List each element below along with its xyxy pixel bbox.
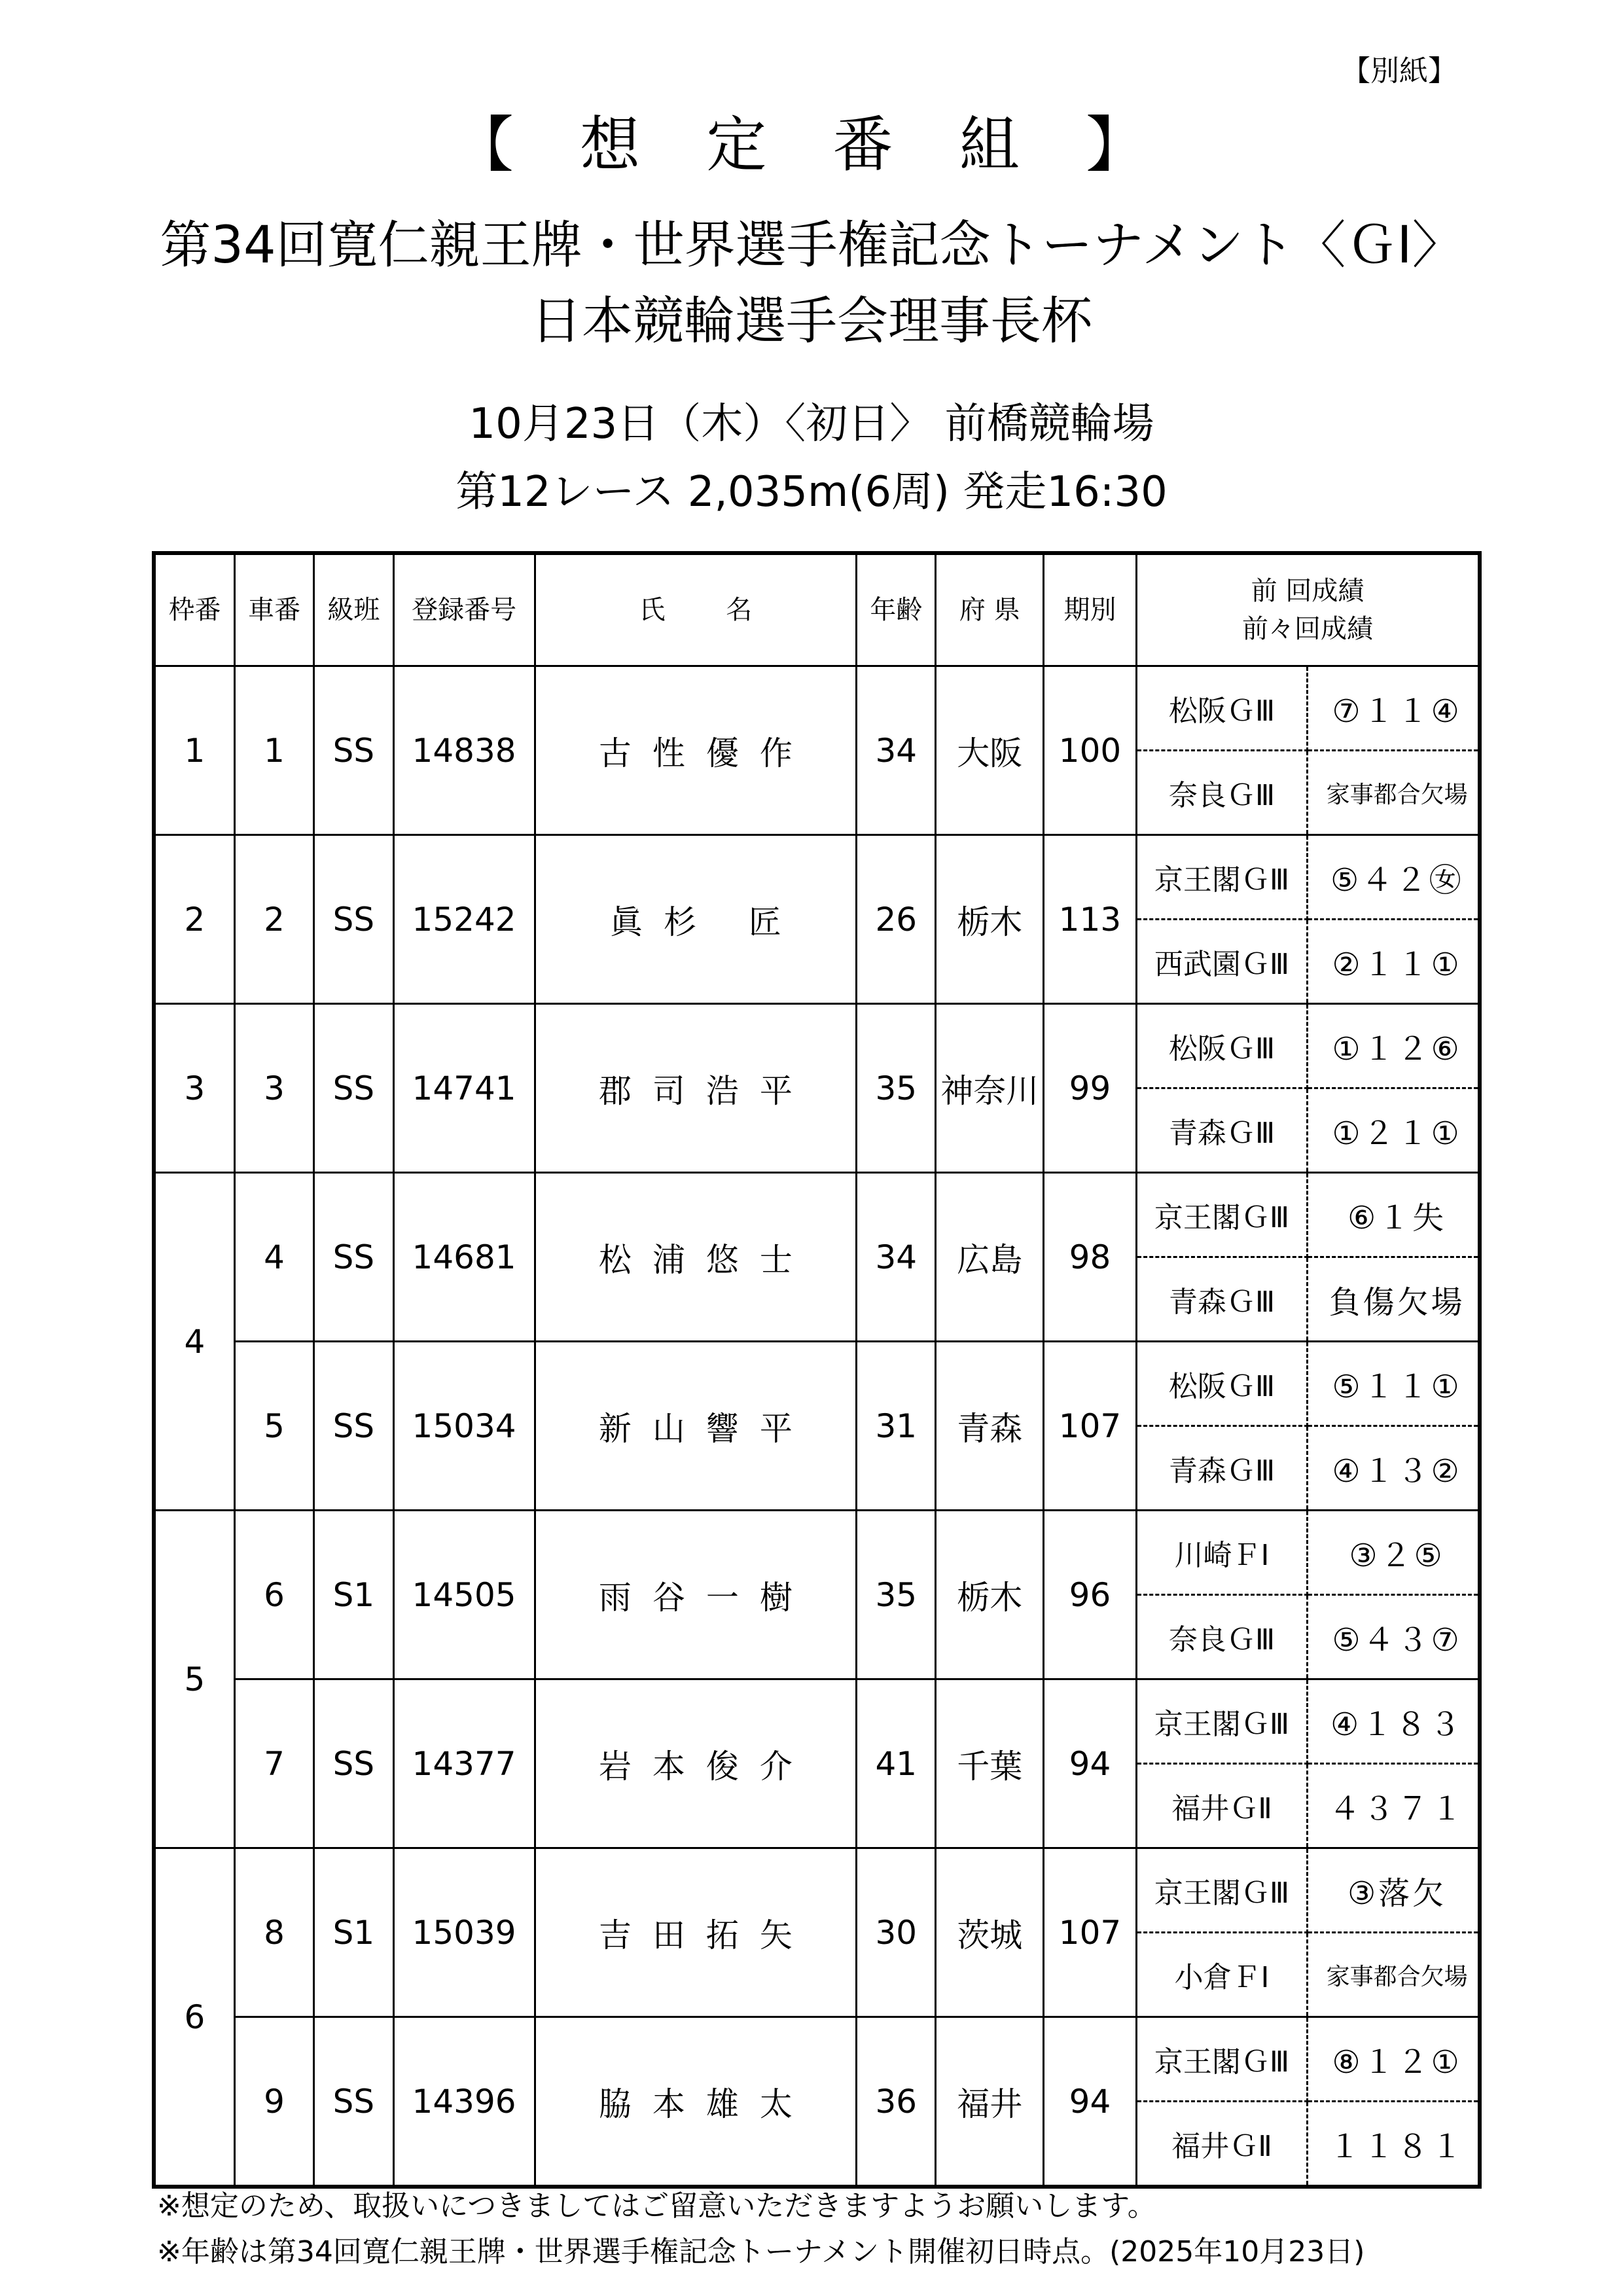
term: 99 [1044,1004,1137,1173]
event-title: 第34回寛仁親王牌・世界選手権記念トーナメント〈ＧⅠ〉 [160,216,1463,275]
frame-number: 3 [154,1004,234,1173]
class-rank: SS [314,666,393,835]
registration-number: 15242 [393,835,535,1004]
frame-number: 5 [154,1511,234,1848]
prev2-event: 青森ＧⅢ [1136,1426,1307,1511]
car-number: 8 [234,1848,313,2017]
prev2-result: ①２１① [1308,1088,1480,1173]
prefecture: 大阪 [936,666,1044,835]
prev-event: 松阪ＧⅢ [1136,666,1307,751]
prev-result: ③落欠 [1308,1848,1480,1933]
header-pref: 府 県 [936,553,1044,666]
car-number: 1 [234,666,313,835]
car-number: 6 [234,1511,313,1679]
prev2-event: 青森ＧⅢ [1136,1257,1307,1342]
term: 94 [1044,1679,1137,1848]
prev2-result: 家事都合欠場 [1308,1933,1480,2017]
prefecture: 福井 [936,2017,1044,2187]
entries-table [152,551,1482,2189]
prefecture: 茨城 [936,1848,1044,2017]
rider-name: 松浦悠士 [535,1173,857,1342]
frame-number: 2 [154,835,234,1004]
prefecture: 栃木 [936,1511,1044,1679]
prev-event: 京王閣ＧⅢ [1136,1848,1307,1933]
rider-age: 35 [857,1004,936,1173]
prev-result: ⑧１２① [1308,2017,1480,2102]
rider-age: 36 [857,2017,936,2187]
term: 100 [1044,666,1137,835]
prev-event: 松阪ＧⅢ [1136,1342,1307,1426]
frame-number: 4 [154,1173,234,1511]
car-number: 7 [234,1679,313,1848]
term: 107 [1044,1342,1137,1511]
cup-title: 日本競輪選手会理事長杯 [530,292,1092,351]
attachment-label: 【別紙】 [1342,54,1457,88]
term: 107 [1044,1848,1137,2017]
header-waku: 枠番 [154,553,234,666]
prefecture: 千葉 [936,1679,1044,1848]
prev2-result: ②１１① [1308,920,1480,1004]
registration-number: 14377 [393,1679,535,1848]
prev-result: ⑤４２㊛ [1308,835,1480,920]
rider-name: 岩本俊介 [535,1679,857,1848]
car-number: 5 [234,1342,313,1511]
prev2-event: 福井ＧⅡ [1136,1764,1307,1848]
rider-name: 雨谷一樹 [535,1511,857,1679]
header-term: 期別 [1044,553,1137,666]
rider-age: 34 [857,1173,936,1342]
class-rank: SS [314,1173,393,1342]
prev-event: 京王閣ＧⅢ [1136,1173,1307,1257]
table-row [154,835,1480,920]
prefecture: 広島 [936,1173,1044,1342]
class-rank: SS [314,1679,393,1848]
rider-name: 眞杉 匠 [535,835,857,1004]
table-row [154,1511,1480,1595]
car-number: 9 [234,2017,313,2187]
rider-name: 脇本雄太 [535,2017,857,2187]
registration-number: 14741 [393,1004,535,1173]
prev-event: 京王閣ＧⅢ [1136,1679,1307,1764]
rider-name: 吉田拓矢 [535,1848,857,2017]
prev-result: ③２⑤ [1308,1511,1480,1595]
term: 98 [1044,1173,1137,1342]
class-rank: SS [314,1004,393,1173]
table-row [154,1342,1480,1426]
rider-age: 31 [857,1342,936,1511]
table-row [154,1004,1480,1088]
prev2-event: 青森ＧⅢ [1136,1088,1307,1173]
prev2-event: 小倉ＦⅠ [1136,1933,1307,2017]
prev-result: ⑦１１④ [1308,666,1480,751]
header-name: 氏 名 [535,553,857,666]
class-rank: S1 [314,1511,393,1679]
prev-result: ⑤１１① [1308,1342,1480,1426]
date-venue: 10月23日（木）〈初日〉 前橋競輪場 [469,400,1154,448]
class-rank: SS [314,1342,393,1511]
prev2-event: 奈良ＧⅢ [1136,751,1307,835]
rider-age: 35 [857,1511,936,1679]
entries-body [154,666,1480,2187]
car-number: 4 [234,1173,313,1342]
header-age: 年齢 [857,553,936,666]
table-row [154,1848,1480,1933]
rider-name: 新山響平 [535,1342,857,1511]
prev-event: 松阪ＧⅢ [1136,1004,1307,1088]
prefecture: 栃木 [936,835,1044,1004]
table-row [154,2017,1480,2102]
rider-name: 古性優作 [535,666,857,835]
prev2-result: 負傷欠場 [1308,1257,1480,1342]
header-prev2: 前々回成績 [1241,614,1373,644]
prev2-result: ⑤４３⑦ [1308,1595,1480,1679]
header-kyu: 級班 [314,553,393,666]
registration-number: 15039 [393,1848,535,2017]
prev2-result: ④１３② [1308,1426,1480,1511]
header-reg: 登録番号 [393,553,535,666]
term: 94 [1044,2017,1137,2187]
prev2-event: 奈良ＧⅢ [1136,1595,1307,1679]
prev2-result: 家事都合欠場 [1308,751,1480,835]
prev-event: 川崎ＦⅠ [1136,1511,1307,1595]
term: 113 [1044,835,1137,1004]
prev-event: 京王閣ＧⅢ [1136,2017,1307,2102]
prefecture: 青森 [936,1342,1044,1511]
prev-event: 京王閣ＧⅢ [1136,835,1307,920]
prev2-result: １１８１ [1308,2102,1480,2187]
registration-number: 15034 [393,1342,535,1511]
class-rank: S1 [314,1848,393,2017]
page-title: 【 想 定 番 組 】 [453,110,1170,180]
registration-number: 14838 [393,666,535,835]
registration-number: 14681 [393,1173,535,1342]
term: 96 [1044,1511,1137,1679]
table-row [154,666,1480,751]
header-sha: 車番 [234,553,313,666]
registration-number: 14505 [393,1511,535,1679]
table-row [154,1173,1480,1257]
rider-age: 26 [857,835,936,1004]
class-rank: SS [314,2017,393,2187]
rider-age: 41 [857,1679,936,1848]
rider-name: 郡司浩平 [535,1004,857,1173]
header-results [1136,553,1480,666]
registration-number: 14396 [393,2017,535,2187]
race-info: 第12レース 2,035m(6周) 発走16:30 [455,468,1168,516]
table-row [154,1679,1480,1764]
car-number: 3 [234,1004,313,1173]
frame-number: 1 [154,666,234,835]
prev2-event: 西武園ＧⅢ [1136,920,1307,1004]
prefecture: 神奈川 [936,1004,1044,1173]
class-rank: SS [314,835,393,1004]
note-1: ※想定のため、取扱いにつきましてはご留意いただきますようお願いします。 [157,2189,1156,2223]
car-number: 2 [234,835,313,1004]
note-2: ※年齢は第34回寛仁親王牌・世界選手権記念トーナメント開催初日時点。(2025年10月23日) [157,2235,1365,2269]
prev2-result: ４３７１ [1308,1764,1480,1848]
prev-result: ⑥１失 [1308,1173,1480,1257]
header-prev: 前 回成績 [1251,576,1364,606]
prev-result: ④１８３ [1308,1679,1480,1764]
rider-age: 30 [857,1848,936,2017]
rider-age: 34 [857,666,936,835]
header-row [154,553,1480,666]
prev2-event: 福井ＧⅡ [1136,2102,1307,2187]
prev-result: ①１２⑥ [1308,1004,1480,1088]
frame-number: 6 [154,1848,234,2187]
